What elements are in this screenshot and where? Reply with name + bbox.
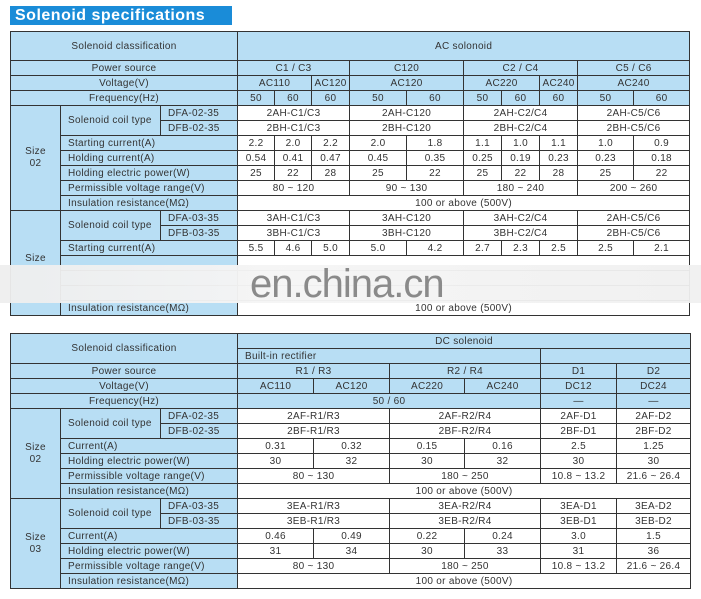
cell: 0.35 xyxy=(407,151,464,166)
cell: 25 xyxy=(238,166,275,181)
cell: 60 xyxy=(502,91,540,106)
row-label: Starting current(A) xyxy=(61,136,238,151)
cell: 0.19 xyxy=(502,151,540,166)
dfb-label: DFB-03-35 xyxy=(161,226,238,241)
cell: 100 or above (500V) xyxy=(238,484,691,499)
cell: 30 xyxy=(617,454,691,469)
cell: 0.23 xyxy=(540,151,578,166)
row-label: Current(A) xyxy=(61,439,238,454)
cell: 2.1 xyxy=(634,241,690,256)
coil-type-label: Solenoid coil type xyxy=(61,106,161,136)
cell: 2.7 xyxy=(464,241,502,256)
cell: AC110 xyxy=(238,76,312,91)
cell: DC12 xyxy=(541,379,617,394)
cell: C1 / C3 xyxy=(238,61,350,76)
cell: 1.1 xyxy=(464,136,502,151)
cell: 34 xyxy=(314,544,390,559)
row-label: Voltage(V) xyxy=(11,379,238,394)
insulation-row xyxy=(11,484,691,499)
cell: 0.54 xyxy=(238,151,275,166)
cell: 50 xyxy=(464,91,502,106)
cell: AC120 xyxy=(314,379,390,394)
cell: 36 xyxy=(617,544,691,559)
cell: 2.2 xyxy=(312,136,350,151)
power-row xyxy=(11,454,691,469)
cell: DC24 xyxy=(617,379,691,394)
cell: 0.47 xyxy=(312,151,350,166)
cell: 1.0 xyxy=(578,136,634,151)
page-title: Solenoid specifications xyxy=(10,6,232,25)
cell: 0.22 xyxy=(390,529,465,544)
cell: 0.9 xyxy=(634,136,690,151)
group-label: DC solenoid xyxy=(238,334,691,349)
cell: 3AH-C2/C4 xyxy=(464,211,578,226)
cell: 28 xyxy=(540,166,578,181)
size-02-label: Size 02 xyxy=(11,106,61,211)
cell: 2AF-R1/R3 xyxy=(238,409,390,424)
cell: 1.5 xyxy=(617,529,691,544)
cell: AC120 xyxy=(312,76,350,91)
classification-label: Solenoid classification xyxy=(11,334,238,364)
cell: 2BH-C1/C3 xyxy=(238,121,350,136)
dfa-label: DFA-03-35 xyxy=(161,499,238,514)
current-row xyxy=(11,529,691,544)
cell: 60 xyxy=(312,91,350,106)
cell: 25 xyxy=(350,166,407,181)
cell: AC110 xyxy=(238,379,314,394)
insulation-row xyxy=(11,574,691,589)
cell: 80 ~ 130 xyxy=(238,559,390,574)
row-label: Holding electric power(W) xyxy=(61,166,238,181)
cell: 2AF-R2/R4 xyxy=(390,409,541,424)
cell: 0.15 xyxy=(390,439,465,454)
cell: R1 / R3 xyxy=(238,364,390,379)
blank-cell xyxy=(541,349,691,364)
cell: 60 xyxy=(275,91,312,106)
row-label: Insulation resistance(MΩ) xyxy=(61,574,238,589)
cell: C2 / C4 xyxy=(464,61,578,76)
coil-type-label: Solenoid coil type xyxy=(61,211,161,241)
cell: 30 xyxy=(238,454,314,469)
power-row xyxy=(11,364,691,379)
cell: 3EA-R2/R4 xyxy=(390,499,541,514)
cell: 22 xyxy=(275,166,312,181)
power-row xyxy=(11,544,691,559)
insulation-row xyxy=(11,196,690,211)
cell: 3BH-C120 xyxy=(350,226,464,241)
coil-type-label: Solenoid coil type xyxy=(61,409,161,439)
cell: 100 or above (500V) xyxy=(238,301,690,316)
cell: 30 xyxy=(390,454,465,469)
row-label: Current(A) xyxy=(61,529,238,544)
cell: AC120 xyxy=(350,76,464,91)
cell: 2AH-C5/C6 xyxy=(578,211,690,226)
watermark-text: en.china.cn xyxy=(250,262,444,306)
cell: 10.8 ~ 13.2 xyxy=(541,469,617,484)
starting-row xyxy=(11,241,690,256)
dc-solenoid-table xyxy=(10,333,691,589)
cell: 3EB-R1/R3 xyxy=(238,514,390,529)
cell: 3EA-R1/R3 xyxy=(238,499,390,514)
frequency-row xyxy=(11,91,690,106)
cell: — xyxy=(617,394,691,409)
cell: 31 xyxy=(238,544,314,559)
cell: — xyxy=(541,394,617,409)
cell: 0.49 xyxy=(314,529,390,544)
dfb-label: DFB-02-35 xyxy=(161,121,238,136)
cell: 2AH-C5/C6 xyxy=(578,106,690,121)
cell: 2.5 xyxy=(541,439,617,454)
cell: 3AH-C1/C3 xyxy=(238,211,350,226)
cell: 22 xyxy=(634,166,690,181)
range-row xyxy=(11,469,691,484)
cell: 0.41 xyxy=(275,151,312,166)
cell: 0.18 xyxy=(634,151,690,166)
cell: D2 xyxy=(617,364,691,379)
cell: 0.31 xyxy=(238,439,314,454)
cell: 3EB-D2 xyxy=(617,514,691,529)
cell: 30 xyxy=(390,544,465,559)
cell: 32 xyxy=(314,454,390,469)
cell: 0.46 xyxy=(238,529,314,544)
cell: 3.0 xyxy=(541,529,617,544)
cell: 0.24 xyxy=(465,529,541,544)
dfa-label: DFA-03-35 xyxy=(161,211,238,226)
cell: 22 xyxy=(502,166,540,181)
starting-row xyxy=(11,136,690,151)
cell: 3BH-C2/C4 xyxy=(464,226,578,241)
cell: AC240 xyxy=(540,76,578,91)
cell: 21.6 ~ 26.4 xyxy=(617,469,691,484)
row-label: Frequency(Hz) xyxy=(11,91,238,106)
cell: 2BH-C2/C4 xyxy=(464,121,578,136)
cell: 50 xyxy=(578,91,634,106)
cell: 2AH-C120 xyxy=(350,106,464,121)
cell: 1.0 xyxy=(502,136,540,151)
cell: 100 or above (500V) xyxy=(238,574,691,589)
row-label: Insulation resistance(MΩ) xyxy=(61,196,238,211)
cell: AC220 xyxy=(464,76,540,91)
cell: 0.16 xyxy=(465,439,541,454)
cell: 28 xyxy=(312,166,350,181)
cell: 3AH-C120 xyxy=(350,211,464,226)
cell: 2BH-C5/C6 xyxy=(578,121,690,136)
row-label: Power source xyxy=(11,61,238,76)
cell: 5.5 xyxy=(238,241,275,256)
cell: 2BF-R2/R4 xyxy=(390,424,541,439)
row-label: Permissible voltage range(V) xyxy=(61,469,238,484)
cell: 90 ~ 130 xyxy=(350,181,464,196)
frequency-row xyxy=(11,394,691,409)
cell: 50 xyxy=(350,91,407,106)
cell: 30 xyxy=(541,454,617,469)
cell: 10.8 ~ 13.2 xyxy=(541,559,617,574)
cell: 25 xyxy=(578,166,634,181)
cell: 2BF-D1 xyxy=(541,424,617,439)
cell: 0.25 xyxy=(464,151,502,166)
row-label: Power source xyxy=(11,364,238,379)
cell: 0.23 xyxy=(578,151,634,166)
cell: 2BH-C120 xyxy=(350,121,464,136)
cell: AC240 xyxy=(578,76,690,91)
row-label: Holding electric power(W) xyxy=(61,544,238,559)
cell: 60 xyxy=(407,91,464,106)
watermark xyxy=(0,262,701,306)
current-row xyxy=(11,439,691,454)
cell: 2.5 xyxy=(578,241,634,256)
cell: AC220 xyxy=(390,379,465,394)
row-label: Voltage(V) xyxy=(11,76,238,91)
cell: 3EA-D2 xyxy=(617,499,691,514)
dfa-label: DFA-02-35 xyxy=(161,106,238,121)
range-row xyxy=(11,181,690,196)
row-label: Permissible voltage range(V) xyxy=(61,559,238,574)
row-label: Holding electric power(W) xyxy=(61,454,238,469)
cell: 0.32 xyxy=(314,439,390,454)
coil-type-label: Solenoid coil type xyxy=(61,499,161,529)
size-02-label: Size 02 xyxy=(11,409,61,499)
cell: 22 xyxy=(407,166,464,181)
power-row xyxy=(11,61,690,76)
cell: 180 ~ 250 xyxy=(390,469,541,484)
cell: 50 / 60 xyxy=(238,394,541,409)
cell: 5.0 xyxy=(312,241,350,256)
cell: 5.0 xyxy=(350,241,407,256)
rectifier-label: Built-in rectifier xyxy=(238,349,541,364)
cell: 2.0 xyxy=(350,136,407,151)
cell: D1 xyxy=(541,364,617,379)
cell: 2BH-C5/C6 xyxy=(578,226,690,241)
row-label: Frequency(Hz) xyxy=(11,394,238,409)
cell: 0.45 xyxy=(350,151,407,166)
cell: 2BF-D2 xyxy=(617,424,691,439)
cell: 2.2 xyxy=(238,136,275,151)
cell: 2.0 xyxy=(275,136,312,151)
cell: 2BF-R1/R3 xyxy=(238,424,390,439)
cell: 1.25 xyxy=(617,439,691,454)
cell: 2AH-C1/C3 xyxy=(238,106,350,121)
cell: 3EA-D1 xyxy=(541,499,617,514)
cell: 3EB-R2/R4 xyxy=(390,514,541,529)
dfb-label: DFB-02-35 xyxy=(161,424,238,439)
size-03-label: Size 03 xyxy=(11,499,61,589)
cell: 100 or above (500V) xyxy=(238,196,690,211)
size-03-text: Size xyxy=(25,253,46,264)
cell: 3BH-C1/C3 xyxy=(238,226,350,241)
cell: 60 xyxy=(540,91,578,106)
cell: 180 ~ 240 xyxy=(464,181,578,196)
cell: R2 / R4 xyxy=(390,364,541,379)
cell: 25 xyxy=(464,166,502,181)
cell: 33 xyxy=(465,544,541,559)
group-label: AC solonoid xyxy=(238,32,690,61)
cell: 180 ~ 250 xyxy=(390,559,541,574)
row-label: Insulation resistance(MΩ) xyxy=(61,484,238,499)
cell: 4.2 xyxy=(407,241,464,256)
dfb-label: DFB-03-35 xyxy=(161,514,238,529)
cell: 31 xyxy=(541,544,617,559)
cell: 3EB-D1 xyxy=(541,514,617,529)
cell: 80 ~ 130 xyxy=(238,469,390,484)
row-label: Permissible voltage range(V) xyxy=(61,181,238,196)
cell: 1.1 xyxy=(540,136,578,151)
cell: 32 xyxy=(465,454,541,469)
cell: 2AF-D2 xyxy=(617,409,691,424)
cell: 60 xyxy=(634,91,690,106)
cell: C5 / C6 xyxy=(578,61,690,76)
row-label: Insulation resistance(MΩ) xyxy=(61,301,238,316)
voltage-row xyxy=(11,379,691,394)
cell: 200 ~ 260 xyxy=(578,181,690,196)
range-row xyxy=(11,559,691,574)
cell: 50 xyxy=(238,91,275,106)
holding-row xyxy=(11,151,690,166)
cell: 21.6 ~ 26.4 xyxy=(617,559,691,574)
cell: 2.5 xyxy=(540,241,578,256)
cell: 2.3 xyxy=(502,241,540,256)
cell: C120 xyxy=(350,61,464,76)
row-label: Starting current(A) xyxy=(61,241,238,256)
power-row xyxy=(11,166,690,181)
voltage-row xyxy=(11,76,690,91)
cell: 2AH-C2/C4 xyxy=(464,106,578,121)
cell: 2AF-D1 xyxy=(541,409,617,424)
dfa-label: DFA-02-35 xyxy=(161,409,238,424)
cell: 80 ~ 120 xyxy=(238,181,350,196)
row-label: Holding current(A) xyxy=(61,151,238,166)
cell: 1.8 xyxy=(407,136,464,151)
cell: 4.6 xyxy=(275,241,312,256)
classification-label: Solenoid classification xyxy=(11,32,238,61)
cell: AC240 xyxy=(465,379,541,394)
